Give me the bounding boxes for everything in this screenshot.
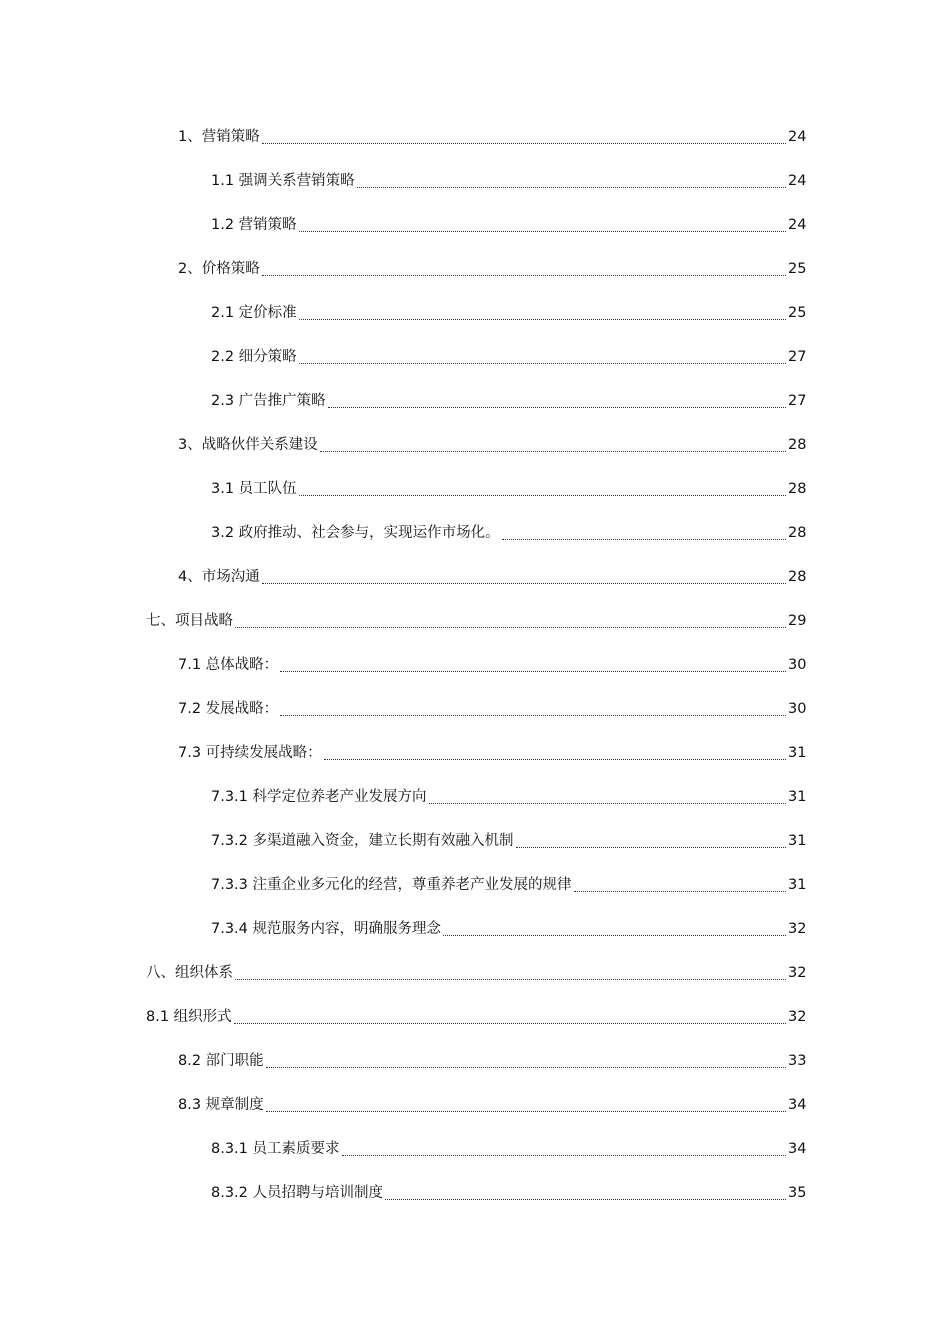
toc-entry-page-number: 32 xyxy=(788,965,807,981)
toc-entry[interactable] xyxy=(211,478,806,522)
toc-entry-label: 7.3.2 多渠道融入资金，建立长期有效融入机制 xyxy=(211,833,514,849)
toc-entry-page-number: 30 xyxy=(788,701,807,717)
toc-dot-leader xyxy=(299,302,786,320)
toc-dot-leader xyxy=(235,610,786,628)
toc-dot-leader xyxy=(299,214,786,232)
toc-entry-label: 2.1 定价标准 xyxy=(211,305,297,321)
toc-entry-label: 1.1 强调关系营销策略 xyxy=(211,173,355,189)
toc-dot-leader xyxy=(502,522,786,540)
toc-entry[interactable] xyxy=(211,918,806,962)
toc-entry-page-number: 25 xyxy=(788,261,807,277)
toc-entry[interactable] xyxy=(178,258,806,302)
toc-entry-page-number: 33 xyxy=(788,1053,807,1069)
toc-entry-page-number: 31 xyxy=(788,789,807,805)
toc-entry-page-number: 35 xyxy=(788,1185,807,1201)
toc-dot-leader xyxy=(266,1094,786,1112)
toc-dot-leader xyxy=(280,698,786,716)
toc-dot-leader xyxy=(516,830,786,848)
toc-entry[interactable] xyxy=(211,214,806,258)
toc-dot-leader xyxy=(234,1006,786,1024)
toc-entry-page-number: 24 xyxy=(788,217,807,233)
toc-entry-page-number: 27 xyxy=(788,349,807,365)
toc-entry[interactable] xyxy=(178,654,806,698)
toc-entry-page-number: 29 xyxy=(788,613,807,629)
toc-entry-label: 8.3.1 员工素质要求 xyxy=(211,1141,340,1157)
toc-dot-leader xyxy=(262,126,786,144)
toc-entry-page-number: 24 xyxy=(788,129,807,145)
toc-entry[interactable] xyxy=(178,1094,806,1138)
toc-entry[interactable] xyxy=(146,610,806,654)
toc-entry-label: 8.1 组织形式 xyxy=(146,1009,232,1025)
toc-entry-label: 4、市场沟通 xyxy=(178,569,260,585)
toc-dot-leader xyxy=(280,654,786,672)
toc-entry[interactable] xyxy=(211,874,806,918)
toc-entry-label: 1、营销策略 xyxy=(178,129,260,145)
table-of-contents xyxy=(0,126,950,1226)
toc-entry-page-number: 32 xyxy=(788,921,807,937)
toc-entry-page-number: 31 xyxy=(788,877,807,893)
toc-entry-label: 8.3 规章制度 xyxy=(178,1097,264,1113)
toc-dot-leader xyxy=(357,170,786,188)
toc-entry-label: 七、项目战略 xyxy=(146,613,233,629)
toc-entry[interactable] xyxy=(211,170,806,214)
toc-entry-label: 7.3.3 注重企业多元化的经营，尊重养老产业发展的规律 xyxy=(211,877,572,893)
toc-entry[interactable] xyxy=(211,346,806,390)
toc-entry[interactable] xyxy=(211,830,806,874)
toc-dot-leader xyxy=(342,1138,786,1156)
toc-dot-leader xyxy=(429,786,786,804)
toc-dot-leader xyxy=(385,1182,786,1200)
toc-entry-label: 8.3.2 人员招聘与培训制度 xyxy=(211,1185,384,1201)
toc-entry[interactable] xyxy=(211,302,806,346)
toc-dot-leader xyxy=(262,258,786,276)
toc-dot-leader xyxy=(320,434,786,452)
toc-entry-label: 7.3.1 科学定位养老产业发展方向 xyxy=(211,789,427,805)
toc-entry-page-number: 28 xyxy=(788,481,807,497)
toc-entry-label: 1.2 营销策略 xyxy=(211,217,297,233)
toc-dot-leader xyxy=(266,1050,786,1068)
toc-entry-page-number: 30 xyxy=(788,657,807,673)
toc-dot-leader xyxy=(324,742,786,760)
toc-entry-page-number: 28 xyxy=(788,437,807,453)
toc-dot-leader xyxy=(299,346,786,364)
toc-entry-label: 7.3 可持续发展战略： xyxy=(178,745,322,761)
toc-entry-label: 3.2 政府推动、社会参与，实现运作市场化。 xyxy=(211,525,500,541)
toc-entry[interactable] xyxy=(178,698,806,742)
toc-entry-label: 7.3.4 规范服务内容，明确服务理念 xyxy=(211,921,442,937)
toc-dot-leader xyxy=(262,566,786,584)
toc-entry-page-number: 34 xyxy=(788,1097,807,1113)
toc-entry[interactable] xyxy=(178,742,806,786)
toc-dot-leader xyxy=(328,390,786,408)
toc-entry-label: 2.2 细分策略 xyxy=(211,349,297,365)
toc-entry-page-number: 27 xyxy=(788,393,807,409)
toc-entry-label: 3.1 员工队伍 xyxy=(211,481,297,497)
toc-entry-label: 2、价格策略 xyxy=(178,261,260,277)
toc-entry[interactable] xyxy=(178,434,806,478)
toc-entry-page-number: 31 xyxy=(788,745,807,761)
toc-entry[interactable] xyxy=(211,786,806,830)
toc-entry-page-number: 28 xyxy=(788,569,807,585)
toc-entry-label: 3、战略伙伴关系建设 xyxy=(178,437,318,453)
toc-entry-page-number: 32 xyxy=(788,1009,807,1025)
toc-entry-label: 2.3 广告推广策略 xyxy=(211,393,326,409)
toc-dot-leader xyxy=(443,918,786,936)
toc-entry[interactable] xyxy=(146,962,806,1006)
toc-entry-label: 7.1 总体战略： xyxy=(178,657,279,673)
toc-entry-page-number: 25 xyxy=(788,305,807,321)
toc-entry[interactable] xyxy=(178,126,806,170)
toc-entry-label: 7.2 发展战略： xyxy=(178,701,279,717)
toc-entry[interactable] xyxy=(178,566,806,610)
toc-entry-page-number: 24 xyxy=(788,173,807,189)
toc-entry[interactable] xyxy=(211,390,806,434)
toc-entry-page-number: 31 xyxy=(788,833,807,849)
toc-dot-leader xyxy=(574,874,786,892)
toc-entry[interactable] xyxy=(146,1006,806,1050)
toc-entry[interactable] xyxy=(211,1182,806,1226)
toc-entry-page-number: 28 xyxy=(788,525,807,541)
toc-dot-leader xyxy=(235,962,786,980)
toc-entry-page-number: 34 xyxy=(788,1141,807,1157)
toc-entry[interactable] xyxy=(178,1050,806,1094)
toc-entry[interactable] xyxy=(211,522,806,566)
toc-entry-label: 八、组织体系 xyxy=(146,965,233,981)
toc-entry[interactable] xyxy=(211,1138,806,1182)
toc-entry-label: 8.2 部门职能 xyxy=(178,1053,264,1069)
toc-dot-leader xyxy=(299,478,786,496)
